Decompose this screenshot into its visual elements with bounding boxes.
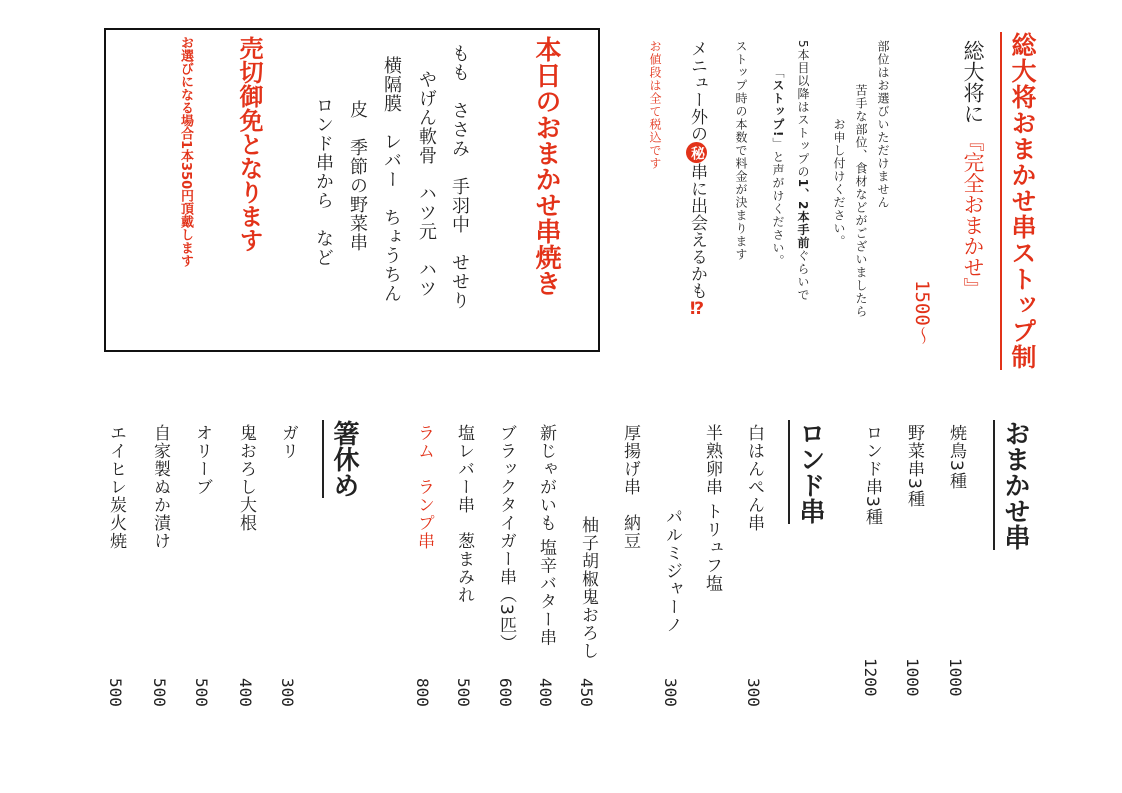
kanzen-omakase-line	[958, 40, 988, 299]
hashiyasume-item-1: ガリ	[278, 424, 298, 460]
rondo-price-5: 600	[496, 678, 515, 707]
stop-note-2: 「ストップ!」と声がけください。	[771, 66, 785, 268]
soldout-note: 売切御免となります	[235, 36, 263, 252]
hashiyasume-item-2: 鬼おろし大根	[236, 424, 256, 532]
omakase-price-3: 1200	[861, 658, 880, 697]
stop-note-1: 5本目以降はストップの1、2本手前ぐらいで	[796, 40, 810, 302]
rondo-heading: ロンド串	[788, 420, 829, 524]
hashiyasume-item-4: 自家製ぬか漬け	[150, 424, 170, 550]
rondo-item-7: ラム ランプ串	[414, 424, 434, 550]
hashiyasume-heading: 箸休め	[322, 420, 363, 498]
rondo-item-6: 塩レバー串 葱まみれ	[454, 424, 474, 604]
rondo-item-4: 新じゃがいも 塩辛バター串	[536, 424, 556, 647]
choose-note: お選びになる場合1本350円頂戴します	[178, 36, 193, 268]
hashiyasume-item-5: エイヒレ炭火焼	[106, 424, 126, 550]
rondo-price-4: 400	[536, 678, 555, 707]
today-line-3: 横隔膜 レバー ちょうちん	[381, 56, 402, 303]
today-title: 本日のおまかせ串焼き	[531, 36, 561, 296]
omakase-item-2: 野菜串3種	[904, 424, 924, 508]
stop-price: 1500〜	[911, 280, 933, 345]
rondo-item-2: 半熟卵串 トリュフ塩	[702, 424, 722, 593]
parts-note-3: お申し付けください。	[832, 118, 846, 248]
today-line-5: ロンド串から など	[313, 96, 334, 267]
hashiyasume-item-3: オリーブ	[192, 424, 212, 496]
hashiyasume-price-2: 400	[236, 678, 255, 707]
today-line-1: もも ささみ 手羽中 せせり	[449, 44, 470, 310]
rondo-item-5: ブラックタイガー串（3匹）	[496, 424, 516, 652]
parts-note-1: 部位はお選びいただけません	[876, 40, 890, 209]
lead-text: 総大将に	[961, 40, 985, 124]
omakase-heading: おまかせ串	[993, 420, 1034, 550]
omakase-price-1: 1000	[946, 658, 965, 697]
hashiyasume-price-3: 500	[192, 678, 211, 707]
secret-mark-icon: 秘	[686, 142, 707, 163]
secret-line: メニュー外の秘串に出会えるかも⁉	[687, 40, 707, 319]
stop-section-title: 総大将おまかせ串ストップ制	[1000, 32, 1040, 370]
hashiyasume-price-5: 500	[106, 678, 125, 707]
rondo-price-3: 450	[577, 678, 596, 707]
omakase-price-2: 1000	[903, 658, 922, 697]
today-line-2: やげん軟骨 ハツ元 ハツ	[416, 70, 437, 298]
rondo-price-1: 300	[744, 678, 763, 707]
rondo-item-1: 白はんぺん串	[744, 424, 764, 532]
today-line-4: 皮 季節の野菜串	[347, 100, 368, 252]
omakase-item-3: ロンド串3種	[862, 424, 882, 526]
omakase-item-1: 焼鳥3種	[946, 424, 966, 490]
rondo-price-7: 800	[413, 678, 432, 707]
rondo-item-3-sub: 柚子胡椒鬼おろし	[578, 516, 598, 660]
rondo-price-6: 500	[454, 678, 473, 707]
tax-note: お値段は全て税込です	[648, 40, 662, 170]
rondo-item-2-sub: パルミジャーノ	[662, 508, 682, 634]
rondo-item-3: 厚揚げ串 納豆	[620, 424, 640, 550]
parts-note-2: 苦手な部位、食材などがございましたら	[854, 84, 868, 318]
kanzen-text: 『完全おまかせ』	[961, 130, 985, 299]
hashiyasume-price-1: 300	[278, 678, 297, 707]
hashiyasume-price-4: 500	[150, 678, 169, 707]
rondo-price-2: 300	[661, 678, 680, 707]
stop-note-3: ストップ時の本数で料金が決まります	[734, 40, 748, 261]
